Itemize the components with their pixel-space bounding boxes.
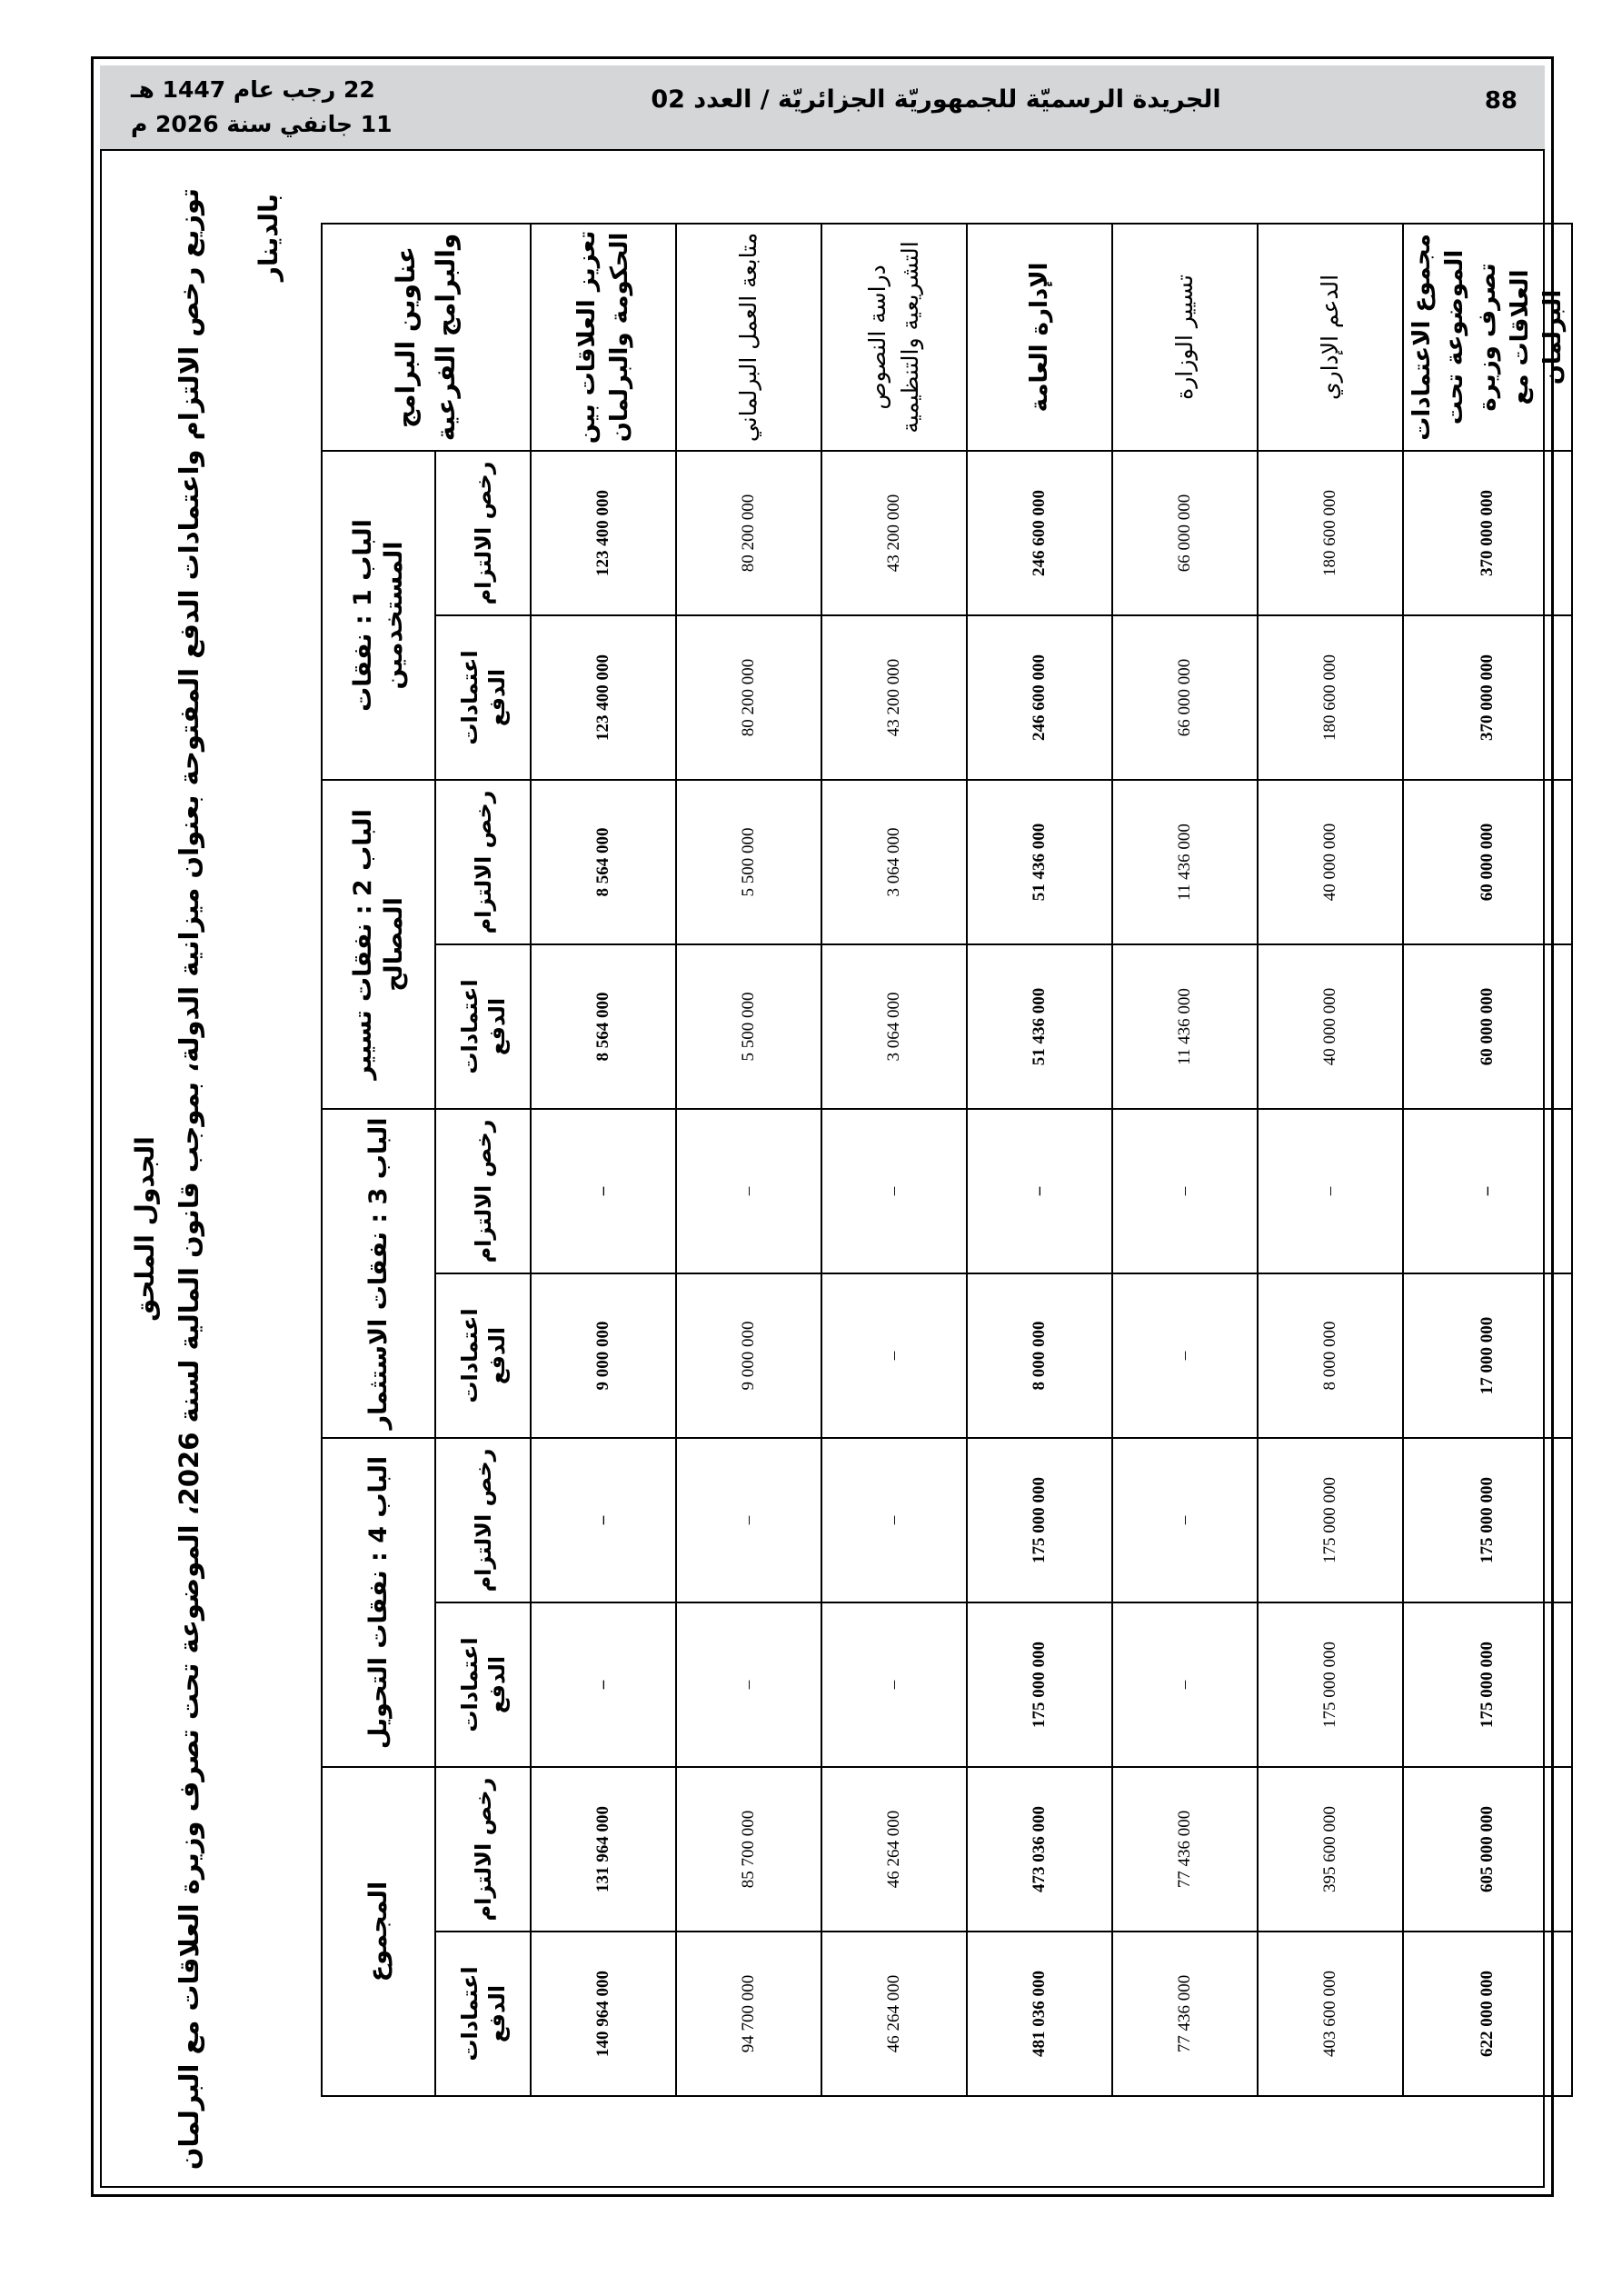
table-row (967, 224, 1112, 2096)
amount-cell: 94 700 000 (676, 1932, 821, 2096)
amount-cell: – (531, 1109, 676, 1273)
appropriations-table (321, 223, 1573, 2097)
amount-cell: – (821, 1109, 967, 1273)
amount-cell: – (1258, 1109, 1403, 1273)
amount-cell: 175 000 000 (1403, 1602, 1572, 1767)
program-label: تسيير الوزارة (1112, 224, 1258, 451)
amount-cell: 51 436 000 (967, 780, 1112, 944)
amount-cell: – (531, 1438, 676, 1602)
amount-cell: 9 000 000 (676, 1273, 821, 1438)
gazette-title: الجريدة الرسميّة للجمهوريّة الجزائريّة / العدد 02 (651, 85, 1221, 114)
amount-cell: 403 600 000 (1258, 1932, 1403, 2096)
amount-cell: 43 200 000 (821, 451, 967, 615)
amount-cell: 66 000 000 (1112, 615, 1258, 780)
amount-cell: – (821, 1602, 967, 1767)
program-label: تعزيز العلاقات بين الحكومة والبرلمان (531, 224, 676, 451)
sub-header-cp: اعتمادات الدفع (435, 1602, 531, 1767)
programs-header: عناوين البرامج والبرامج الفرعية (322, 224, 531, 451)
amount-cell: – (1403, 1109, 1572, 1273)
amount-cell: 605 000 000 (1403, 1767, 1572, 1932)
amount-cell: – (1112, 1602, 1258, 1767)
sub-header-ae: رخص الالتزام (435, 1438, 531, 1602)
sub-header-ae: رخص الالتزام (435, 1109, 531, 1273)
amount-cell: 175 000 000 (1403, 1438, 1572, 1602)
amount-cell: 66 000 000 (1112, 451, 1258, 615)
table-row (1258, 224, 1403, 2096)
amount-cell: 9 000 000 (531, 1273, 676, 1438)
table-row (1112, 224, 1258, 2096)
amount-cell: 85 700 000 (676, 1767, 821, 1932)
amount-cell: – (676, 1438, 821, 1602)
program-label: الإدارة العامة (967, 224, 1112, 451)
amount-cell: 40 000 000 (1258, 944, 1403, 1109)
amount-cell: – (967, 1109, 1112, 1273)
amount-cell: 60 000 000 (1403, 780, 1572, 944)
table-body (531, 224, 1572, 2096)
table-row (821, 224, 967, 2096)
program-label: مجموع الاعتمادات الموضوعة تحت تصرف وزيرة العلاقات مع البرلمان (1403, 224, 1572, 451)
amount-cell: – (1112, 1273, 1258, 1438)
amount-cell: 8 000 000 (967, 1273, 1112, 1438)
amount-cell: 622 000 000 (1403, 1932, 1572, 2096)
amount-cell: 370 000 000 (1403, 615, 1572, 780)
sub-header-ae: رخص الالتزام (435, 780, 531, 944)
amount-cell: 246 600 000 (967, 615, 1112, 780)
amount-cell: 46 264 000 (821, 1767, 967, 1932)
amount-cell: – (676, 1602, 821, 1767)
sub-header-ae: رخص الالتزام (435, 1767, 531, 1932)
amount-cell: 51 436 000 (967, 944, 1112, 1109)
rotated-content (121, 188, 1567, 2171)
amount-cell: 175 000 000 (1258, 1438, 1403, 1602)
amount-cell: 246 600 000 (967, 451, 1112, 615)
group-header: الباب 1 : نفقات المستخدمين (322, 451, 435, 780)
amount-cell: – (1112, 1109, 1258, 1273)
sub-header-cp: اعتمادات الدفع (435, 1932, 531, 2096)
table-row (676, 224, 821, 2096)
amount-cell: 395 600 000 (1258, 1767, 1403, 1932)
amount-cell: 77 436 000 (1112, 1932, 1258, 2096)
amount-cell: 123 400 000 (531, 615, 676, 780)
currency-unit: بالدينار (254, 194, 284, 282)
amount-cell: 8 564 000 (531, 944, 676, 1109)
amount-cell: 11 436 000 (1112, 944, 1258, 1109)
table-row (531, 224, 676, 2096)
amount-cell: 175 000 000 (967, 1602, 1112, 1767)
amount-cell: 11 436 000 (1112, 780, 1258, 944)
amount-cell: 140 964 000 (531, 1932, 676, 2096)
amount-cell: 123 400 000 (531, 451, 676, 615)
amount-cell: 5 500 000 (676, 780, 821, 944)
program-label: دراسة النصوص التشريعية والتنظيمية (821, 224, 967, 451)
date-hijri: 22 رجب عام 1447 هـ (131, 76, 375, 103)
group-header: الباب 2 : نفقات تسيير المصالح (322, 780, 435, 1109)
amount-cell: 175 000 000 (1258, 1602, 1403, 1767)
amount-cell: 3 064 000 (821, 780, 967, 944)
amount-cell: 8 000 000 (1258, 1273, 1403, 1438)
total-row (1403, 224, 1572, 2096)
sub-header-cp: اعتمادات الدفع (435, 944, 531, 1109)
amount-cell: 46 264 000 (821, 1932, 967, 2096)
amount-cell: – (1112, 1438, 1258, 1602)
amount-cell: 3 064 000 (821, 944, 967, 1109)
amount-cell: – (821, 1438, 967, 1602)
issue-date (131, 73, 403, 142)
amount-cell: 473 036 000 (967, 1767, 1112, 1932)
amount-cell: 77 436 000 (1112, 1767, 1258, 1932)
program-label: الدعم الإداري (1258, 224, 1403, 451)
amount-cell: – (821, 1273, 967, 1438)
sub-header-cp: اعتمادات الدفع (435, 1273, 531, 1438)
sub-header-ae: رخص الالتزام (435, 451, 531, 615)
table-title: الجدول الملحق (130, 1136, 160, 1322)
amount-cell: 60 000 000 (1403, 944, 1572, 1109)
table-subtitle: توزيع رخص الالتزام واعتمادات الدفع المفتوحة بعنوان ميزانية الدولة، بموجب قانون المالية لسنة 2026، الموضوعة تحت تصرف وزيرة العلاقات مع البرلمان (174, 188, 204, 2171)
date-gregorian: 11 جانفي سنة 2026 م (131, 111, 393, 137)
amount-cell: 481 036 000 (967, 1932, 1112, 2096)
group-header: الباب 3 : نفقات الاستثمار (322, 1109, 435, 1438)
amount-cell: 80 200 000 (676, 451, 821, 615)
amount-cell: 180 600 000 (1258, 615, 1403, 780)
amount-cell: 175 000 000 (967, 1438, 1112, 1602)
program-label: متابعة العمل البرلماني (676, 224, 821, 451)
amount-cell: 80 200 000 (676, 615, 821, 780)
group-header: المجموع (322, 1767, 435, 2096)
amount-cell: 40 000 000 (1258, 780, 1403, 944)
gazette-header (100, 65, 1545, 151)
page-number: 88 (1484, 87, 1518, 115)
group-header: الباب 4 : نفقات التحويل (322, 1438, 435, 1767)
amount-cell: – (531, 1602, 676, 1767)
amount-cell: 180 600 000 (1258, 451, 1403, 615)
amount-cell: 370 000 000 (1403, 451, 1572, 615)
amount-cell: 131 964 000 (531, 1767, 676, 1932)
amount-cell: 5 500 000 (676, 944, 821, 1109)
amount-cell: 43 200 000 (821, 615, 967, 780)
amount-cell: 17 000 000 (1403, 1273, 1572, 1438)
amount-cell: 8 564 000 (531, 780, 676, 944)
sub-header-cp: اعتمادات الدفع (435, 615, 531, 780)
amount-cell: – (676, 1109, 821, 1273)
